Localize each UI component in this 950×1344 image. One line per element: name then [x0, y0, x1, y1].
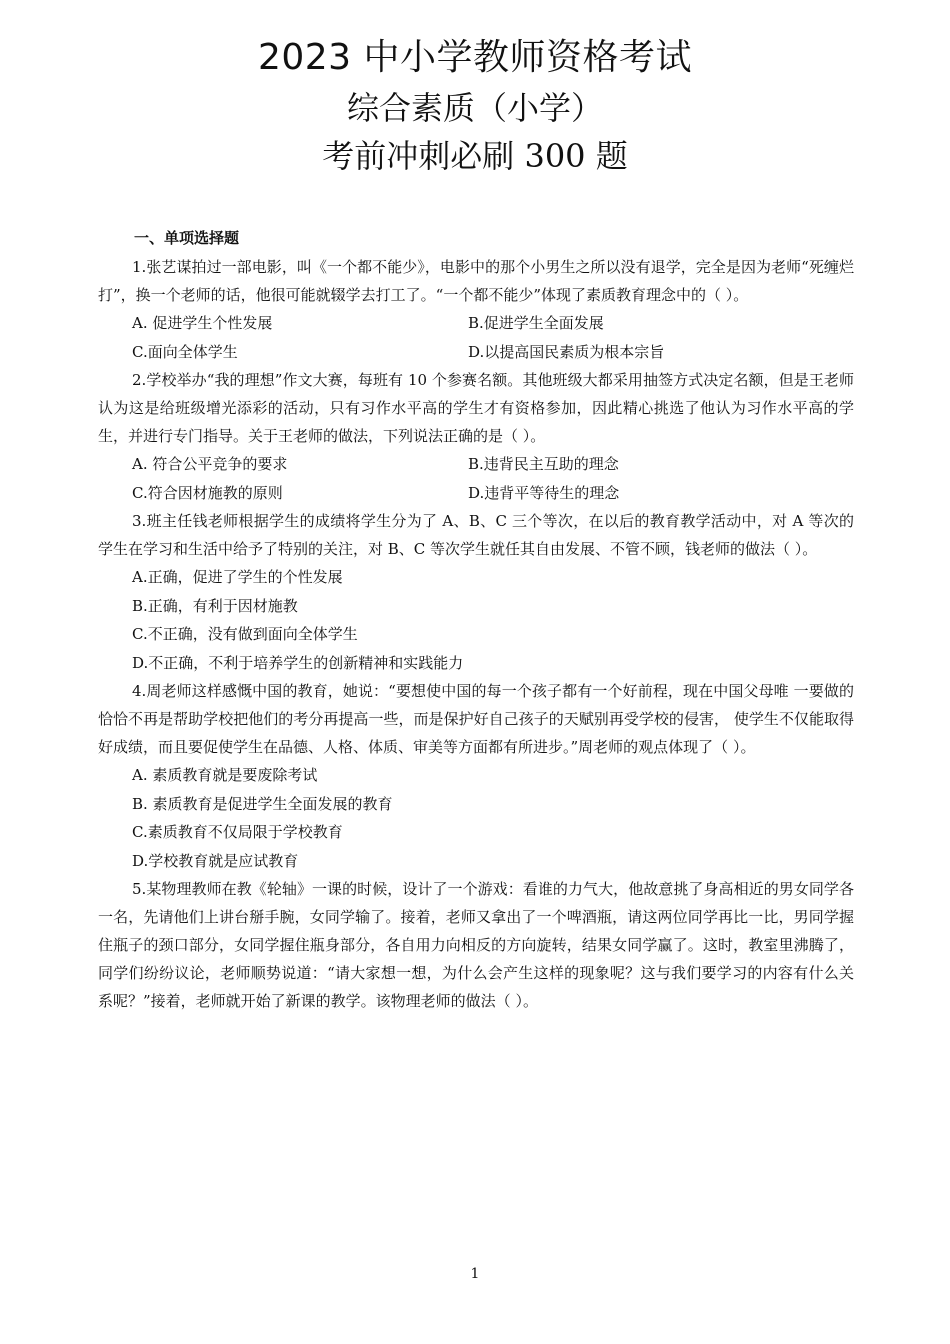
question-options: [98, 563, 854, 677]
page-number: 1: [470, 1266, 480, 1282]
question-stem: 3.班主任钱老师根据学生的成绩将学生分为了 A、B、C 三个等次，在以后的教育教学活动中，对 A 等次的学生在学习和生活中给予了特别的关注，对 B、C 等次学生就任其自由发展、不管不顾，钱老师的做法（ ）。: [98, 512, 854, 558]
question-item: [98, 366, 854, 507]
option-a: A. 素质教育就是要废除考试: [132, 766, 318, 784]
question-stem: 1.张艺谋拍过一部电影，叫《一个都不能少》，电影中的那个小男生之所以没有退学，完全是因为老师“死缠烂打”，换一个老师的话，他很可能就辍学去打工了。“一个都不能少”体现了素质教育理念中的（ ）。: [98, 258, 854, 304]
question-options: [98, 450, 854, 507]
option-a: A. 符合公平竞争的要求: [132, 455, 288, 473]
option-c: C.不正确，没有做到面向全体学生: [132, 625, 358, 643]
option-d: D.学校教育就是应试教育: [132, 851, 299, 870]
option-b: B.违背民主互助的理念: [468, 455, 619, 473]
option-d: D.不正确，不利于培养学生的创新精神和实践能力: [132, 653, 464, 672]
option-d: D.以提高国民素质为根本宗旨: [468, 342, 665, 361]
question-stem: 4.周老师这样感慨中国的教育，她说：“要想使中国的每一个孩子都有一个好前程，现在中国父母唯 一要做的恰恰不再是帮助学校把他们的考分再提高一些，而是保护好自己孩子的天赋别再受学校的侵害， 使学生不仅能取得好成绩，而且要促使学生在品德、人格、体质、审美等方面都有所进步。”周老师的观点体现了（ ）。: [98, 682, 854, 756]
question-stem: 5.某物理教师在教《轮轴》一课的时候，设计了一个游戏：看谁的力气大，他故意挑了身高相近的男女同学各一名，先请他们上讲台掰手腕，女同学输了。接着，老师又拿出了一个啤酒瓶，请这两位同学再比一比，男同学握住瓶子的颈口部分，女同学握住瓶身部分，各自用力向相反的方向旋转，结果女同学赢了。这时，教室里沸腾了，同学们纷纷议论，老师顺势说道：“请大家想一想，为什么会产生这样的现象呢？这与我们要学习的内容有什么关系呢？”接着，老师就开始了新课的教学。该物理老师的做法（ ）。: [98, 880, 854, 1010]
document-subtitle: 综合素质（小学）: [346, 89, 603, 127]
option-b: B.促进学生全面发展: [468, 314, 604, 332]
question-section: [98, 224, 854, 1015]
question-item: [98, 677, 854, 875]
question-item: [98, 507, 854, 677]
question-stem: 2.学校举办“我的理想”作文大赛，每班有 10 个参赛名额。其他班级大都采用抽签方式决定名额，但是王老师认为这是给班级增光添彩的活动，只有习作水平高的学生才有资格参加，因此精心挑选了他认为习作水平高的学生，并进行专门指导。关于王老师的做法，下列说法正确的是（ ）。: [98, 371, 854, 445]
option-c: C.素质教育不仅局限于学校教育: [132, 823, 343, 841]
option-b: B.正确，有利于因材施教: [132, 596, 298, 615]
document-title: 2023 中小学教师资格考试: [257, 37, 693, 78]
option-c: C.符合因材施教的原则: [132, 483, 283, 502]
question-item: [98, 875, 854, 1015]
question-item: [98, 253, 854, 366]
section-heading: 一、单项选择题: [134, 229, 240, 247]
option-c: C.面向全体学生: [132, 342, 238, 361]
option-a: A. 促进学生个性发展: [132, 314, 273, 332]
document-subtitle-2: 考前冲刺必刷 300 题: [322, 137, 628, 175]
option-d: D.违背平等待生的理念: [468, 483, 620, 502]
question-options: [98, 761, 854, 875]
option-b: B. 素质教育是促进学生全面发展的教育: [132, 794, 393, 813]
question-options: [98, 309, 854, 366]
option-a: A.正确，促进了学生的个性发展: [132, 568, 343, 586]
